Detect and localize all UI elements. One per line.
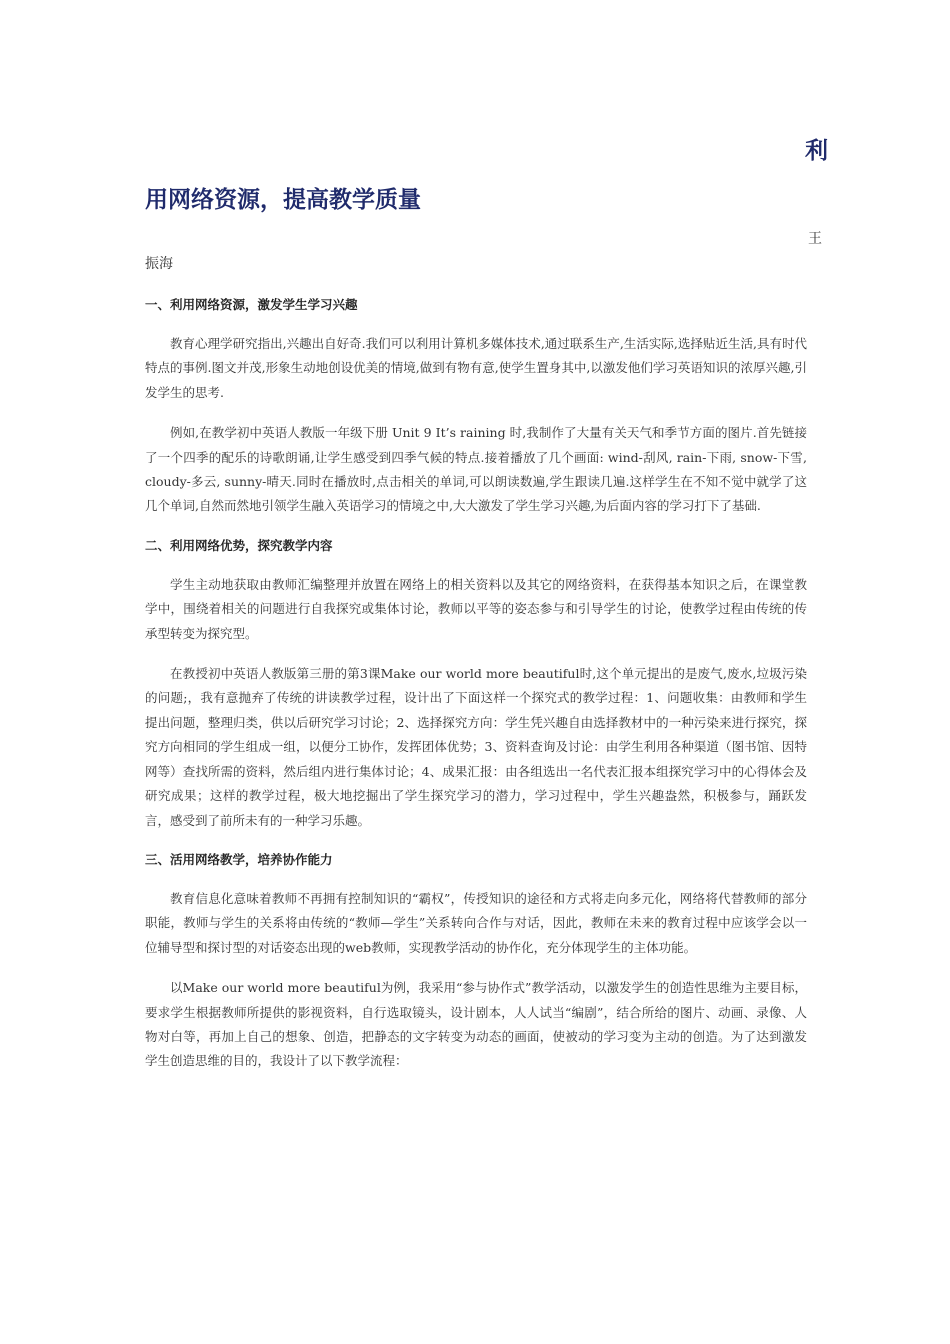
section-2-paragraph-2: 在教授初中英语人教版第三册的第3课Make our world more beautiful时,这个单元提出的是废气,废水,垃圾污染的问题;，我有意抛弃了传统的讲读教学过程，设计出了下面这样一个探究式的教学过程：1、问题收集：由教师和学生提出问题，整理归类，供以后研究学习讨论；2、选择探究方向：学生凭兴趣自由选择教材中的一种污染来进行探究，探究方向相同的学生组成一组，以便分工协作，发挥团体优势；3、资料查询及讨论：由学生利用各种渠道（图书馆、因特网等）查找所需的资料，然后组内进行集体讨论；4、成果汇报：由各组选出一名代表汇报本组探究学习中的心得体会及研究成果；这样的教学过程，极大地挖掘出了学生探究学习的潜力，学习过程中，学生兴趣盎然，积极参与，踊跃发言，感受到了前所未有的一种学习乐趣。 (145, 666, 807, 828)
section-3-paragraph-2: 以Make our world more beautiful为例，我采用“参与协作式”教学活动，以激发学生的创造性思维为主要目标，要求学生根据教师所提供的影视资料，自行选取镜头，设计剧本，人人试当“编剧”，结合所给的图片、动画、录像、人物对白等，再加上自己的想象、创造，把静态的文字转变为动态的画面，使被动的学习变为主动的创造。为了达到激发学生创造思维的目的，我设计了以下教学流程： (145, 980, 807, 1069)
section-3-paragraph-1: 教育信息化意味着教师不再拥有控制知识的“霸权”，传授知识的途径和方式将走向多元化，网络将代替教师的部分职能，教师与学生的关系将由传统的“教师—学生”关系转向合作与对话，因此，教师在未来的教育过程中应该学会以一位辅导型和探讨型的对话姿态出现的web教师，实现教学活动的协作化，充分体现学生的主体功能。 (145, 890, 807, 955)
section-1-paragraph-1: 教育心理学研究指出,兴趣出自好奇.我们可以利用计算机多媒体技术,通过联系生产,生活实际,选择贴近生活,具有时代特点的事例.图文并茂,形象生动地创设优美的情境,做到有物有意,使学生置身其中,以激发他们学习英语知识的浓厚兴趣,引发学生的思考. (145, 336, 807, 400)
article-body (145, 294, 807, 1090)
section-1-paragraph-2: 例如,在教学初中英语人教版一年级下册 Unit 9 It’s raining 时,我制作了大量有关天气和季节方面的图片.首先链接了一个四季的配乐的诗歌朗诵,让学生感受到四季气候的特点.接着播放了几个画面: wind-刮风, rain-下雨, snow-下雪, cloudy-多云, sunny-晴天.同时在播放时,点击相关的单词,可以朗读数遍,学生跟读几遍.这样学生在不知不觉中就学了这几个单词,自然而然地引领学生融入英语学习的情境之中,大大激发了学生学习兴趣,为后面内容的学习打下了基础. (145, 425, 807, 514)
section-2-paragraph-1: 学生主动地获取由教师汇编整理并放置在网络上的相关资料以及其它的网络资料，在获得基本知识之后，在课堂教学中，围绕着相关的问题进行自我探究或集体讨论，教师以平等的姿态参与和引导学生的讨论，使教学过程由传统的传承型转变为探究型。 (145, 576, 807, 641)
section-heading-1: 一、利用网络资源，激发学生学习兴趣 (145, 297, 358, 312)
title-first-char: 利 (805, 138, 828, 164)
section-heading-3: 三、活用网络教学，培养协作能力 (145, 851, 333, 867)
page-title: 用网络资源，提高教学质量 (145, 187, 421, 213)
author-first-char: 王 (808, 231, 822, 247)
author-name: 振海 (145, 256, 173, 272)
section-heading-2: 二、利用网络优势，探究教学内容 (145, 537, 333, 553)
